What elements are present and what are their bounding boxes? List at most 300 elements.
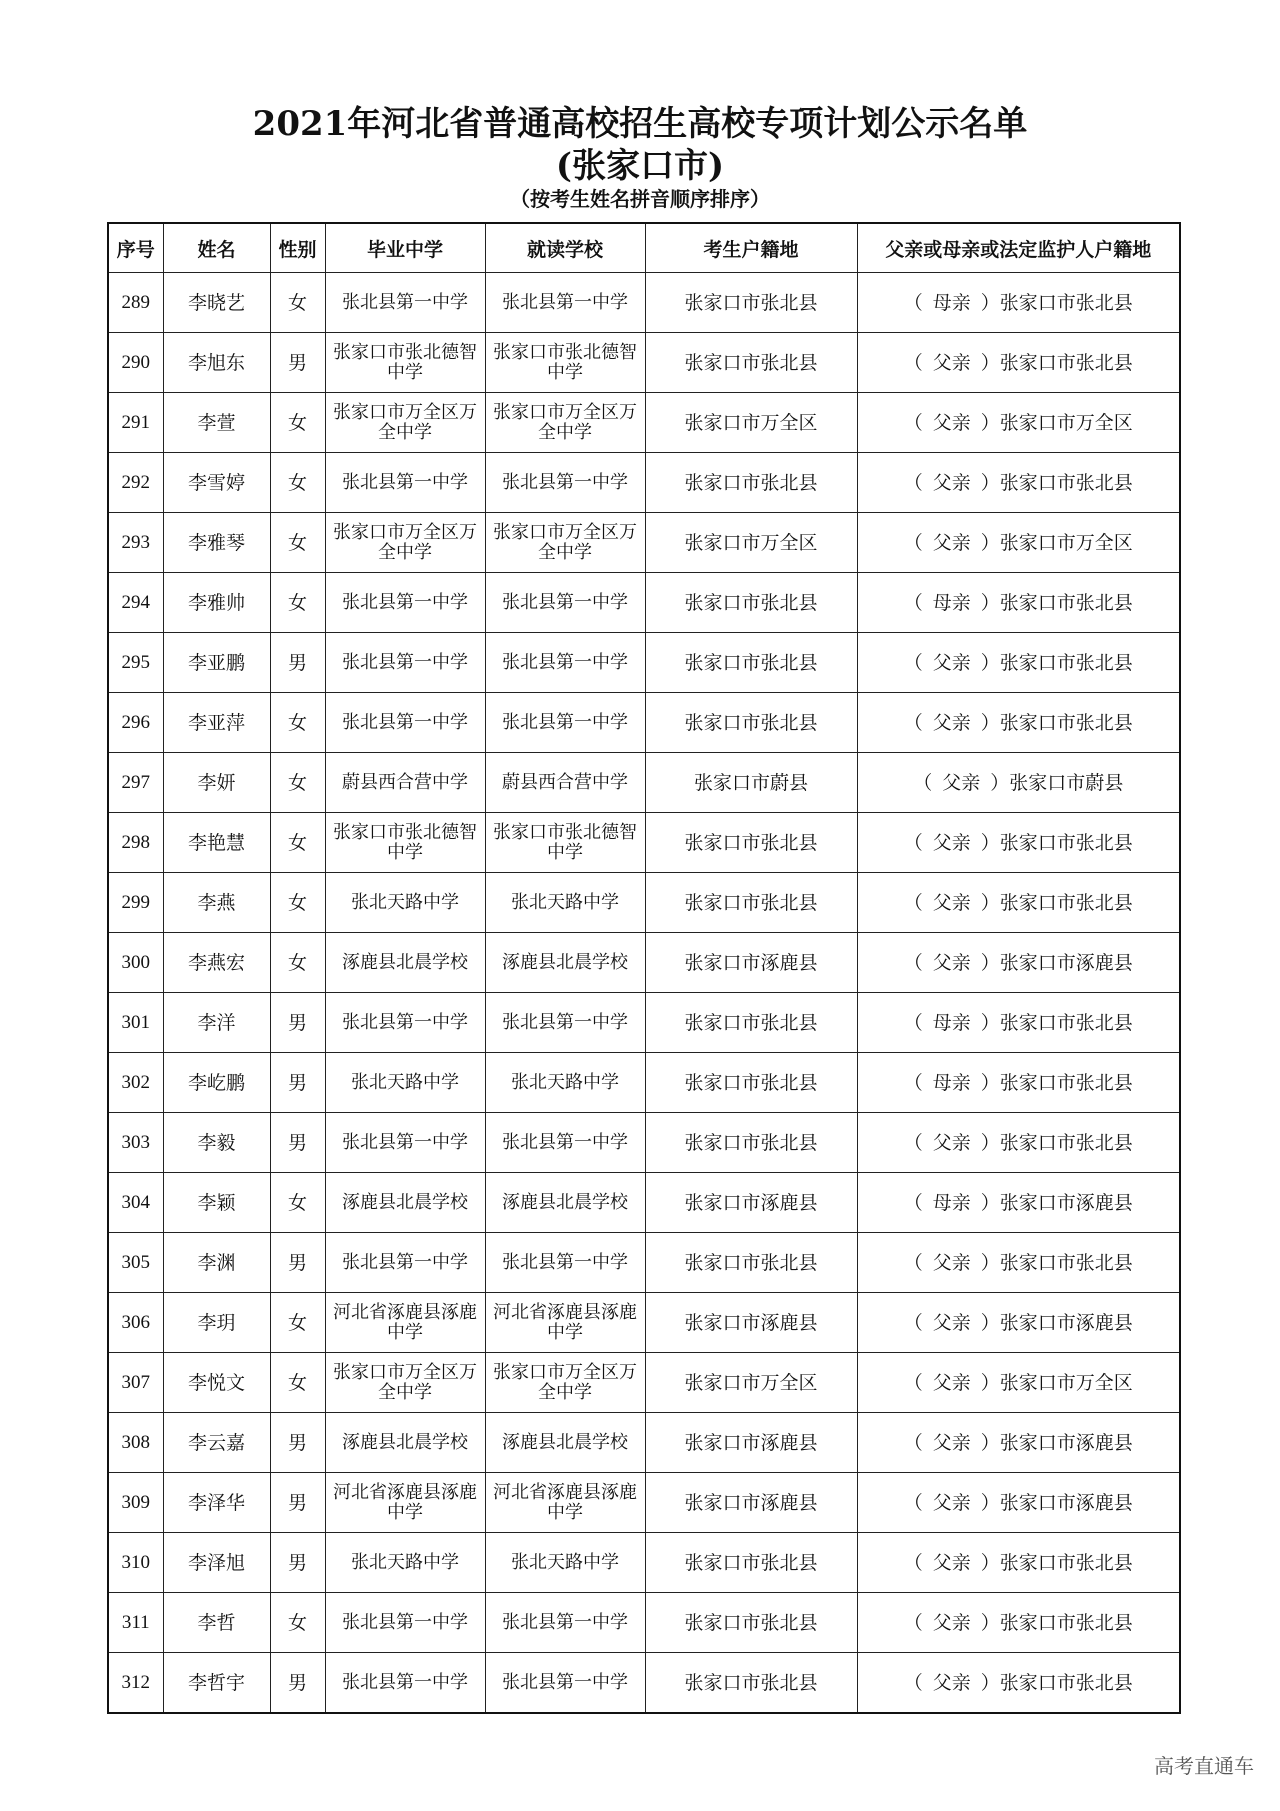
paren-close: ） [980,411,1000,434]
paren-open: （ [903,591,923,614]
table-row [108,1113,1180,1173]
paren-close: ） [980,1251,1000,1274]
cell-parent-hukou [857,1653,1180,1714]
table-row [108,993,1180,1053]
parent-relation: 父亲 [932,1431,971,1454]
table-row [108,933,1180,993]
parent-hukou: 张家口市张北县 [999,291,1133,314]
cell-no: 300 [108,933,163,993]
parent-hukou: 张家口市张北县 [999,831,1133,854]
cell-name: 李燕宏 [163,933,270,993]
cell-name: 李亚鹏 [163,633,270,693]
cell-no: 294 [108,573,163,633]
cell-gender: 女 [270,1353,325,1413]
parent-relation: 母亲 [932,291,971,314]
cell-study-school: 河北省涿鹿县涿鹿中学 [485,1293,645,1353]
cell-no: 298 [108,813,163,873]
cell-grad-school: 张北天路中学 [325,1053,485,1113]
cell-study-school: 涿鹿县北晨学校 [485,933,645,993]
cell-no: 312 [108,1653,163,1714]
paren-open: （ [903,411,923,434]
cell-parent-hukou [857,1173,1180,1233]
cell-hukou: 张家口市张北县 [645,333,857,393]
cell-gender: 男 [270,333,325,393]
cell-name: 李泽华 [163,1473,270,1533]
page-title: 2021年河北省普通高校招生高校专项计划公示名单 [252,104,1028,144]
cell-name: 李悦文 [163,1353,270,1413]
parent-relation: 父亲 [932,1491,971,1514]
cell-name: 李渊 [163,1233,270,1293]
paren-open: （ [903,1491,923,1514]
table-header-row [108,223,1180,273]
paren-close: ） [980,1431,1000,1454]
cell-study-school: 张北县第一中学 [485,273,645,333]
cell-study-school: 张北县第一中学 [485,1653,645,1714]
parent-hukou: 张家口市万全区 [999,531,1133,554]
cell-name: 李雅帅 [163,573,270,633]
cell-parent-hukou [857,1593,1180,1653]
parent-hukou: 张家口市张北县 [999,471,1133,494]
paren-open: （ [903,351,923,374]
cell-study-school: 张北县第一中学 [485,993,645,1053]
cell-gender: 女 [270,813,325,873]
cell-no: 296 [108,693,163,753]
paren-close: ） [980,1671,1000,1694]
paren-close: ） [980,291,1000,314]
cell-hukou: 张家口市万全区 [645,393,857,453]
paren-close: ） [980,891,1000,914]
parent-relation: 父亲 [932,1311,971,1334]
cell-parent-hukou [857,933,1180,993]
cell-parent-hukou [857,633,1180,693]
cell-gender: 女 [270,1173,325,1233]
cell-hukou: 张家口市涿鹿县 [645,933,857,993]
cell-study-school: 涿鹿县北晨学校 [485,1173,645,1233]
cell-study-school: 张北县第一中学 [485,1233,645,1293]
cell-no: 290 [108,333,163,393]
cell-hukou: 张家口市张北县 [645,633,857,693]
paren-close: ） [980,1371,1000,1394]
table-row [108,1473,1180,1533]
parent-relation: 母亲 [932,1191,971,1214]
cell-name: 李哲宇 [163,1653,270,1714]
table-row [108,393,1180,453]
cell-no: 291 [108,393,163,453]
cell-no: 301 [108,993,163,1053]
cell-name: 李云嘉 [163,1413,270,1473]
cell-no: 304 [108,1173,163,1233]
paren-open: （ [903,531,923,554]
paren-close: ） [980,1611,1000,1634]
cell-gender: 女 [270,573,325,633]
cell-study-school: 张北天路中学 [485,1053,645,1113]
paren-open: （ [903,1671,923,1694]
paren-open: （ [903,891,923,914]
paren-open: （ [903,1011,923,1034]
cell-hukou: 张家口市张北县 [645,813,857,873]
cell-gender: 女 [270,1593,325,1653]
cell-name: 李屹鹏 [163,1053,270,1113]
cell-name: 李玥 [163,1293,270,1353]
paren-close: ） [980,1191,1000,1214]
table-row [108,453,1180,513]
cell-name: 李毅 [163,1113,270,1173]
cell-no: 305 [108,1233,163,1293]
cell-name: 李妍 [163,753,270,813]
cell-grad-school: 张家口市万全区万全中学 [325,393,485,453]
cell-hukou: 张家口市张北县 [645,1113,857,1173]
table-row [108,273,1180,333]
cell-hukou: 张家口市张北县 [645,453,857,513]
cell-parent-hukou [857,573,1180,633]
cell-name: 李洋 [163,993,270,1053]
cell-study-school: 张家口市万全区万全中学 [485,513,645,573]
cell-parent-hukou [857,753,1180,813]
cell-parent-hukou [857,513,1180,573]
cell-hukou: 张家口市涿鹿县 [645,1413,857,1473]
cell-hukou: 张家口市张北县 [645,1593,857,1653]
table-row [108,1533,1180,1593]
cell-hukou: 张家口市张北县 [645,873,857,933]
paren-close: ） [980,1011,1000,1034]
cell-name: 李泽旭 [163,1533,270,1593]
cell-no: 302 [108,1053,163,1113]
paren-open: （ [903,291,923,314]
cell-study-school: 张北天路中学 [485,1533,645,1593]
cell-grad-school: 河北省涿鹿县涿鹿中学 [325,1473,485,1533]
table-body [108,273,1180,1714]
column-header-no: 序号 [108,223,163,273]
cell-study-school: 蔚县西合营中学 [485,753,645,813]
cell-grad-school: 张家口市万全区万全中学 [325,513,485,573]
paren-open: （ [903,831,923,854]
table-row [108,873,1180,933]
cell-grad-school: 张北天路中学 [325,873,485,933]
cell-parent-hukou [857,693,1180,753]
parent-relation: 父亲 [932,831,971,854]
cell-grad-school: 张家口市张北德智中学 [325,333,485,393]
table-row [108,1173,1180,1233]
cell-gender: 男 [270,1653,325,1714]
parent-hukou: 张家口市张北县 [999,591,1133,614]
paren-open: （ [903,1251,923,1274]
cell-parent-hukou [857,1053,1180,1113]
cell-no: 311 [108,1593,163,1653]
cell-grad-school: 张北县第一中学 [325,633,485,693]
parent-hukou: 张家口市涿鹿县 [999,1431,1133,1454]
cell-gender: 男 [270,1473,325,1533]
paren-open: （ [903,1191,923,1214]
page-subtitle: (张家口市) [555,146,725,186]
cell-parent-hukou [857,1233,1180,1293]
paren-open: （ [903,1311,923,1334]
cell-no: 310 [108,1533,163,1593]
parent-relation: 父亲 [942,771,981,794]
cell-gender: 女 [270,873,325,933]
parent-hukou: 张家口市涿鹿县 [999,1191,1133,1214]
column-header-study-school: 就读学校 [485,223,645,273]
cell-grad-school: 蔚县西合营中学 [325,753,485,813]
parent-hukou: 张家口市涿鹿县 [999,1311,1133,1334]
parent-hukou: 张家口市万全区 [999,411,1133,434]
table-row [108,693,1180,753]
cell-no: 293 [108,513,163,573]
paren-close: ） [980,951,1000,974]
parent-relation: 母亲 [932,591,971,614]
table-row [108,753,1180,813]
cell-no: 292 [108,453,163,513]
paren-open: （ [903,1611,923,1634]
cell-grad-school: 张北天路中学 [325,1533,485,1593]
cell-grad-school: 张北县第一中学 [325,993,485,1053]
cell-study-school: 河北省涿鹿县涿鹿中学 [485,1473,645,1533]
paren-close: ） [980,1071,1000,1094]
cell-name: 李雪婷 [163,453,270,513]
cell-hukou: 张家口市张北县 [645,993,857,1053]
cell-grad-school: 张北县第一中学 [325,273,485,333]
cell-gender: 男 [270,633,325,693]
parent-hukou: 张家口市张北县 [999,1071,1133,1094]
parent-relation: 父亲 [932,351,971,374]
cell-grad-school: 张北县第一中学 [325,1233,485,1293]
paren-open: （ [903,711,923,734]
paren-open: （ [903,951,923,974]
sort-note: （按考生姓名拼音顺序排序） [510,187,770,211]
paren-open: （ [903,1551,923,1574]
cell-name: 李亚萍 [163,693,270,753]
cell-hukou: 张家口市张北县 [645,1233,857,1293]
cell-study-school: 张北县第一中学 [485,1593,645,1653]
parent-hukou: 张家口市万全区 [999,1371,1133,1394]
cell-no: 309 [108,1473,163,1533]
cell-parent-hukou [857,453,1180,513]
cell-study-school: 张北县第一中学 [485,693,645,753]
paren-close: ） [990,771,1010,794]
cell-grad-school: 张北县第一中学 [325,1113,485,1173]
paren-open: （ [903,1131,923,1154]
cell-grad-school: 涿鹿县北晨学校 [325,1173,485,1233]
cell-name: 李哲 [163,1593,270,1653]
cell-hukou: 张家口市涿鹿县 [645,1293,857,1353]
paren-close: ） [980,1131,1000,1154]
paren-open: （ [903,1071,923,1094]
cell-hukou: 张家口市蔚县 [645,753,857,813]
table-row [108,1593,1180,1653]
parent-hukou: 张家口市张北县 [999,1011,1133,1034]
cell-hukou: 张家口市涿鹿县 [645,1173,857,1233]
table-row [108,1413,1180,1473]
cell-no: 299 [108,873,163,933]
cell-hukou: 张家口市涿鹿县 [645,1473,857,1533]
cell-study-school: 张北县第一中学 [485,633,645,693]
table-row [108,1053,1180,1113]
cell-no: 303 [108,1113,163,1173]
cell-study-school: 张北天路中学 [485,873,645,933]
cell-hukou: 张家口市张北县 [645,573,857,633]
cell-no: 289 [108,273,163,333]
cell-grad-school: 张家口市万全区万全中学 [325,1353,485,1413]
cell-name: 李艳慧 [163,813,270,873]
cell-parent-hukou [857,1353,1180,1413]
paren-close: ） [980,1491,1000,1514]
parent-relation: 父亲 [932,1131,971,1154]
cell-no: 297 [108,753,163,813]
cell-hukou: 张家口市张北县 [645,1533,857,1593]
cell-parent-hukou [857,333,1180,393]
table-row [108,1653,1180,1714]
paren-close: ） [980,711,1000,734]
parent-relation: 母亲 [932,1071,971,1094]
cell-hukou: 张家口市万全区 [645,1353,857,1413]
cell-parent-hukou [857,1113,1180,1173]
parent-relation: 父亲 [932,651,971,674]
cell-hukou: 张家口市张北县 [645,693,857,753]
table-row [108,1293,1180,1353]
watermark: 高考直通车 [1154,1754,1254,1778]
cell-study-school: 张北县第一中学 [485,1113,645,1173]
table-row [108,333,1180,393]
paren-close: ） [980,1551,1000,1574]
table-row [108,1353,1180,1413]
cell-gender: 男 [270,1053,325,1113]
cell-gender: 男 [270,1113,325,1173]
cell-study-school: 张北县第一中学 [485,573,645,633]
cell-no: 306 [108,1293,163,1353]
parent-relation: 母亲 [932,1011,971,1034]
paren-close: ） [980,591,1000,614]
cell-gender: 男 [270,1413,325,1473]
cell-gender: 女 [270,693,325,753]
parent-hukou: 张家口市张北县 [999,351,1133,374]
parent-relation: 父亲 [932,711,971,734]
cell-gender: 男 [270,1233,325,1293]
cell-study-school: 张家口市张北德智中学 [485,333,645,393]
cell-grad-school: 张北县第一中学 [325,693,485,753]
paren-open: （ [903,1431,923,1454]
cell-parent-hukou [857,873,1180,933]
paren-close: ） [980,351,1000,374]
column-header-gender: 性别 [270,223,325,273]
paren-open: （ [903,651,923,674]
cell-study-school: 张家口市万全区万全中学 [485,1353,645,1413]
roster-table [107,222,1181,1714]
cell-name: 李雅琴 [163,513,270,573]
parent-hukou: 张家口市张北县 [999,1251,1133,1274]
cell-hukou: 张家口市张北县 [645,1653,857,1714]
parent-hukou: 张家口市涿鹿县 [999,1491,1133,1514]
column-header-parent-hukou: 父亲或母亲或法定监护人户籍地 [857,223,1180,273]
table-row [108,813,1180,873]
cell-grad-school: 河北省涿鹿县涿鹿中学 [325,1293,485,1353]
parent-relation: 父亲 [932,411,971,434]
parent-relation: 父亲 [932,1371,971,1394]
parent-relation: 父亲 [932,1671,971,1694]
cell-grad-school: 张北县第一中学 [325,1593,485,1653]
cell-parent-hukou [857,1293,1180,1353]
parent-hukou: 张家口市张北县 [999,711,1133,734]
cell-no: 295 [108,633,163,693]
cell-name: 李颖 [163,1173,270,1233]
cell-grad-school: 张北县第一中学 [325,453,485,513]
paren-close: ） [980,531,1000,554]
parent-relation: 父亲 [932,1611,971,1634]
parent-relation: 父亲 [932,891,971,914]
parent-hukou: 张家口市蔚县 [1009,771,1124,794]
cell-gender: 女 [270,1293,325,1353]
cell-grad-school: 涿鹿县北晨学校 [325,1413,485,1473]
parent-relation: 父亲 [932,531,971,554]
paren-open: （ [913,771,933,794]
paren-close: ） [980,1311,1000,1334]
parent-relation: 父亲 [932,1551,971,1574]
cell-name: 李燕 [163,873,270,933]
cell-gender: 女 [270,453,325,513]
parent-hukou: 张家口市涿鹿县 [999,951,1133,974]
parent-hukou: 张家口市张北县 [999,651,1133,674]
cell-name: 李旭东 [163,333,270,393]
cell-study-school: 张北县第一中学 [485,453,645,513]
cell-gender: 女 [270,933,325,993]
cell-grad-school: 张北县第一中学 [325,573,485,633]
paren-open: （ [903,1371,923,1394]
cell-gender: 女 [270,753,325,813]
cell-parent-hukou [857,993,1180,1053]
cell-study-school: 张家口市张北德智中学 [485,813,645,873]
column-header-grad-school: 毕业中学 [325,223,485,273]
cell-gender: 女 [270,513,325,573]
cell-parent-hukou [857,813,1180,873]
cell-grad-school: 涿鹿县北晨学校 [325,933,485,993]
paren-close: ） [980,651,1000,674]
cell-gender: 男 [270,993,325,1053]
table-row [108,513,1180,573]
cell-grad-school: 张家口市张北德智中学 [325,813,485,873]
cell-no: 308 [108,1413,163,1473]
cell-parent-hukou [857,1413,1180,1473]
column-header-name: 姓名 [163,223,270,273]
cell-study-school: 涿鹿县北晨学校 [485,1413,645,1473]
parent-relation: 父亲 [932,1251,971,1274]
cell-hukou: 张家口市张北县 [645,273,857,333]
table-row [108,1233,1180,1293]
parent-hukou: 张家口市张北县 [999,1551,1133,1574]
parent-hukou: 张家口市张北县 [999,1131,1133,1154]
cell-parent-hukou [857,393,1180,453]
table-row [108,573,1180,633]
cell-hukou: 张家口市万全区 [645,513,857,573]
paren-open: （ [903,471,923,494]
parent-relation: 父亲 [932,951,971,974]
parent-hukou: 张家口市张北县 [999,1611,1133,1634]
cell-gender: 女 [270,273,325,333]
cell-parent-hukou [857,273,1180,333]
cell-grad-school: 张北县第一中学 [325,1653,485,1714]
paren-close: ） [980,831,1000,854]
parent-hukou: 张家口市张北县 [999,1671,1133,1694]
column-header-hukou: 考生户籍地 [645,223,857,273]
table-row [108,633,1180,693]
cell-name: 李晓艺 [163,273,270,333]
cell-gender: 女 [270,393,325,453]
cell-parent-hukou [857,1533,1180,1593]
cell-study-school: 张家口市万全区万全中学 [485,393,645,453]
cell-name: 李萱 [163,393,270,453]
cell-gender: 男 [270,1533,325,1593]
parent-relation: 父亲 [932,471,971,494]
cell-no: 307 [108,1353,163,1413]
cell-hukou: 张家口市张北县 [645,1053,857,1113]
parent-hukou: 张家口市张北县 [999,891,1133,914]
